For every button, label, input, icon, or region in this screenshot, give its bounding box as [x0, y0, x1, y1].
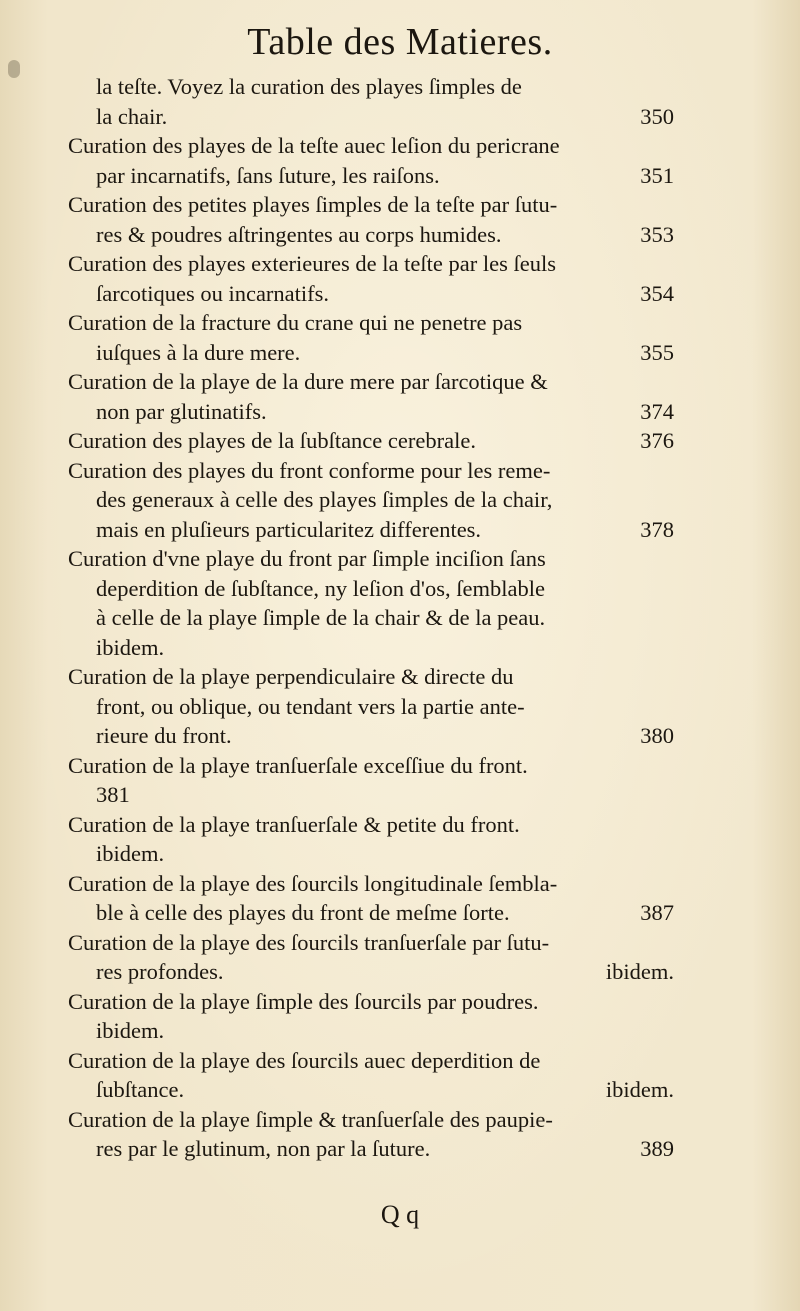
- entry-line: [60, 987, 680, 1017]
- entry-line: [60, 279, 680, 309]
- entry-line: [60, 308, 680, 338]
- page-number: 353: [640, 221, 674, 247]
- toc-entry: [60, 190, 680, 249]
- entry-text: Curation des playes du front conforme pour les reme-: [68, 457, 551, 483]
- entry-text: Curation des playes de la teſte auec leſion du pericrane: [68, 133, 560, 158]
- toc-entry: [60, 1105, 680, 1164]
- entry-text: Curation des petites playes ſimples de la teſte par ſutu-: [68, 192, 558, 217]
- page-number: 354: [640, 280, 674, 306]
- entry-line: [60, 839, 680, 869]
- page-number: 387: [640, 900, 674, 925]
- entry-text: ſarcotiques ou incarnatifs.: [96, 280, 330, 306]
- entry-line: [60, 721, 680, 751]
- entry-text: mais en pluſieurs particularitez differentes.: [96, 516, 482, 542]
- entry-line: [60, 220, 680, 250]
- entry-line: [60, 131, 680, 161]
- entry-text: Curation de la playe ſimple & tranſuerſale des paupie-: [68, 1106, 553, 1132]
- entry-text: ble à celle des playes du front de meſme ſorte.: [96, 900, 510, 925]
- entry-text: Curation de la playe de la dure mere par ſarcotique &: [68, 369, 548, 394]
- entry-line: [60, 456, 680, 486]
- entry-line: [60, 751, 680, 781]
- page-number: 380: [640, 723, 674, 748]
- entry-text: Curation de la playe perpendiculaire & directe du: [68, 664, 514, 689]
- entry-text: ibidem.: [96, 841, 165, 866]
- entry-text: la teſte. Voyez la curation des playes ſimples de: [96, 74, 522, 99]
- entry-text: Curation de la playe des ſourcils auec deperdition de: [68, 1047, 541, 1073]
- page-number: 351: [640, 162, 674, 188]
- toc-entry: [60, 544, 680, 662]
- page-number: 389: [640, 1136, 674, 1161]
- toc-entry: [60, 72, 680, 131]
- page-number: ibidem.: [605, 1077, 674, 1102]
- entry-text: Curation de la playe tranſuerſale & petite du front.: [68, 811, 520, 837]
- entry-line: [60, 1075, 680, 1105]
- toc-entry: [60, 131, 680, 190]
- entry-text: deperdition de ſubſtance, ny leſion d'os, ſemblable: [96, 575, 545, 601]
- entry-line: [60, 957, 680, 987]
- table-of-contents: [60, 72, 680, 1164]
- page-number: 378: [640, 516, 674, 542]
- page-number: ibidem.: [605, 959, 674, 984]
- entry-line: [60, 898, 680, 928]
- toc-entry: [60, 928, 680, 987]
- page-number: 350: [640, 103, 674, 129]
- entry-line: [60, 161, 680, 191]
- entry-line: [60, 692, 680, 722]
- entry-text: res & poudres aſtringentes au corps humides.: [96, 221, 502, 247]
- toc-entry: [60, 1046, 680, 1105]
- entry-text: 381: [96, 782, 130, 807]
- entry-line: [60, 190, 680, 220]
- toc-entry: [60, 367, 680, 426]
- entry-line: [60, 338, 680, 368]
- entry-text: res profondes.: [96, 959, 224, 984]
- entry-line: [60, 72, 680, 102]
- entry-line: [60, 780, 680, 810]
- entry-line: [60, 515, 680, 545]
- page-title: Table des Matieres.: [247, 21, 553, 63]
- entry-text: à celle de la playe ſimple de la chair & de la peau.: [96, 605, 546, 630]
- entry-line: [60, 810, 680, 840]
- toc-entry: [60, 987, 680, 1046]
- entry-line: [60, 1046, 680, 1076]
- entry-text: non par glutinatifs.: [96, 398, 267, 424]
- entry-text: par incarnatifs, ſans ſuture, les raiſons.: [96, 162, 440, 188]
- entry-line: [60, 367, 680, 397]
- entry-line: [60, 485, 680, 515]
- entry-text: Curation d'vne playe du front par ſimple inciſion ſans: [68, 546, 546, 571]
- entry-line: [60, 603, 680, 633]
- page-number: 376: [640, 428, 674, 453]
- entry-text: Curation des playes exterieures de la teſte par les ſeuls: [68, 251, 556, 276]
- entry-text: front, ou oblique, ou tendant vers la partie ante-: [96, 693, 525, 719]
- entry-line: [60, 1134, 680, 1164]
- entry-line: [60, 869, 680, 899]
- entry-text: ſubſtance.: [96, 1077, 185, 1102]
- entry-line: [60, 397, 680, 427]
- toc-entry: [60, 751, 680, 810]
- entry-text: ibidem.: [96, 634, 165, 660]
- entry-text: res par le glutinum, non par la ſuture.: [96, 1136, 431, 1161]
- entry-line: [60, 544, 680, 574]
- entry-text: iuſques à la dure mere.: [96, 339, 301, 365]
- entry-line: [60, 249, 680, 279]
- entry-line: [60, 574, 680, 604]
- entry-text: Curation de la fracture du crane qui ne penetre pas: [68, 310, 523, 335]
- toc-entry: [60, 810, 680, 869]
- toc-entry: [60, 456, 680, 545]
- toc-entry: [60, 308, 680, 367]
- entry-text: ibidem.: [96, 1018, 165, 1043]
- entry-line: [60, 1105, 680, 1135]
- toc-entry: [60, 426, 680, 456]
- toc-entry: [60, 249, 680, 308]
- page-number: 374: [640, 398, 674, 424]
- entry-text: la chair.: [96, 103, 168, 129]
- entry-line: [60, 1016, 680, 1046]
- entry-line: [60, 928, 680, 958]
- entry-line: [60, 633, 680, 663]
- entry-text: Curation des playes de la ſubſtance cerebrale.: [68, 428, 476, 453]
- entry-text: Curation de la playe tranſuerſale exceſſiue du front.: [68, 752, 528, 778]
- toc-entry: [60, 662, 680, 751]
- toc-entry: [60, 869, 680, 928]
- entry-text: des generaux à celle des playes ſimples de la chair,: [96, 487, 553, 512]
- entry-text: Curation de la playe des ſourcils tranſuerſale par ſutu-: [68, 929, 550, 955]
- signature-mark: Q q: [380, 1200, 420, 1229]
- entry-text: Curation de la playe des ſourcils longitudinale ſembla-: [68, 870, 558, 896]
- entry-line: [60, 426, 680, 456]
- entry-text: rieure du front.: [96, 723, 232, 748]
- entry-line: [60, 662, 680, 692]
- entry-line: [60, 102, 680, 132]
- page-number: 355: [640, 339, 674, 365]
- entry-text: Curation de la playe ſimple des ſourcils par poudres.: [68, 988, 539, 1014]
